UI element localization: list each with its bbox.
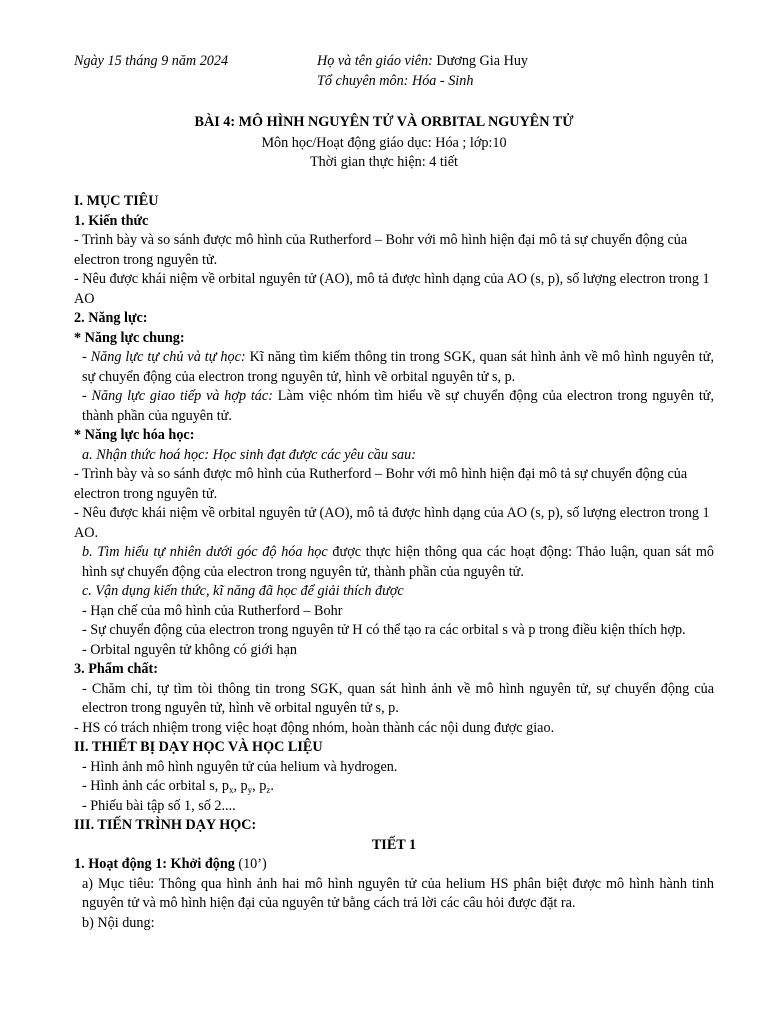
activity-1-heading xyxy=(74,855,714,875)
knowledge-item-2: - Nêu được khái niệm về orbital nguyên tử (AO), mô tả được hình dạng của AO (s, p), số lượng electron trong 1 AO xyxy=(74,271,710,307)
subscript-y: y xyxy=(247,785,253,795)
general-competence-2-label: - Năng lực giao tiếp và hợp tác: xyxy=(82,388,273,404)
lesson-duration: Thời gian thực hiện: 4 tiết xyxy=(310,154,458,170)
date-line: Ngày 15 tháng 9 năm 2024 xyxy=(74,53,229,69)
lesson-subject: Môn học/Hoạt động giáo dục: Hóa ; lớp:10 xyxy=(261,134,507,151)
awareness-item-1: - Trình bày và so sánh được mô hình của Rutherford – Bohr với mô hình hiện đại mô tả sự chuyển động của electron trong nguyên tử. xyxy=(74,466,688,502)
equipment-item-2 xyxy=(74,777,714,797)
equipment-item-2-end: . xyxy=(270,778,274,794)
equipment-item-2-sep2: , p xyxy=(252,778,267,794)
quality-heading: 3. Phẩm chất: xyxy=(74,661,158,677)
period-heading: TIẾT 1 xyxy=(371,836,417,853)
department-line: Tổ chuyên môn: Hóa - Sinh xyxy=(317,73,474,89)
activity-1-time: (10’) xyxy=(234,856,267,872)
nature-exploration-text: được thực hiện thông qua các hoạt động: Thảo luận, quan sát mô hình sự chuyển động của electron trong nguyên tử, thành phần của nguyên tử. xyxy=(82,544,714,580)
equipment-item-3: - Phiếu bài tập số 1, số 2.... xyxy=(82,797,236,814)
application-item-2: - Sự chuyển động của electron trong nguyên tử H có thể tạo ra các orbital s và p trong điều kiện thích hợp. xyxy=(82,622,686,638)
general-competence-1 xyxy=(74,348,714,387)
subscript-z: z xyxy=(266,785,271,795)
header-right xyxy=(317,52,528,92)
header-left xyxy=(74,52,228,72)
section-objectives-heading: I. MỤC TIÊU xyxy=(74,193,159,209)
knowledge-item-1: - Trình bày và so sánh được mô hình của Rutherford – Bohr với mô hình hiện đại mô tả sự chuyển động của electron trong nguyên tử. xyxy=(74,232,688,268)
application-item-3: - Orbital nguyên tử không có giới hạn xyxy=(82,641,297,658)
general-competence-1-text: Kĩ năng tìm kiếm thông tin trong SGK, quan sát hình ảnh về mô hình nguyên tử, sự chuyển động của electron trong nguyên tử, hình vẽ orbital nguyên tử s, p. xyxy=(82,349,714,385)
general-competence-2-text: Làm việc nhóm tìm hiểu về sự chuyển động của electron trong nguyên tử, thành phần của nguyên tử. xyxy=(82,388,714,424)
general-competence-1-label: - Năng lực tự chủ và tự học: xyxy=(82,349,246,365)
section-equipment-heading: II. THIẾT BỊ DẠY HỌC VÀ HỌC LIỆU xyxy=(74,739,323,755)
teacher-label: Họ và tên giáo viên: xyxy=(317,53,433,69)
application-line: c. Vận dụng kiến thức, kĩ năng đã học để giải thích được xyxy=(82,583,404,599)
application-item-1: - Hạn chế của mô hình của Rutherford – Bohr xyxy=(82,602,343,619)
subscript-x: x xyxy=(228,785,234,795)
teacher-name: Dương Gia Huy xyxy=(432,53,529,69)
competence-heading: 2. Năng lực: xyxy=(74,310,148,326)
document-body xyxy=(74,192,714,933)
chemistry-awareness-line: a. Nhận thức hoá học: Học sinh đạt được các yêu cầu sau: xyxy=(82,446,416,463)
equipment-item-2-prefix: - Hình ảnh các orbital s, p xyxy=(82,778,229,794)
lesson-title: BÀI 4: MÔ HÌNH NGUYÊN TỬ VÀ ORBITAL NGUYÊN TỬ xyxy=(194,114,574,130)
activity-1-objective: a) Mục tiêu: Thông qua hình ảnh hai mô hình nguyên tử của helium HS phân biệt được mô hình hành tinh nguyên tử và mô hình hiện đại của nguyên tử bằng cách trả lời các câu hỏi được đặt ra. xyxy=(82,875,714,911)
knowledge-heading: 1. Kiến thức xyxy=(74,212,149,229)
awareness-item-2: - Nêu được khái niệm về orbital nguyên tử (AO), mô tả được hình dạng của AO (s, p), số lượng electron trong 1 AO. xyxy=(74,505,710,541)
nature-exploration-label: b. Tìm hiểu tự nhiên dưới góc độ hóa học xyxy=(82,544,328,560)
general-competence-heading: * Năng lực chung: xyxy=(74,329,185,346)
equipment-item-1: - Hình ảnh mô hình nguyên tử của helium và hydrogen. xyxy=(82,758,398,775)
nature-exploration xyxy=(74,543,714,582)
equipment-item-2-sep1: , p xyxy=(233,778,248,794)
quality-item-1: - Chăm chỉ, tự tìm tòi thông tin trong SGK, quan sát hình ảnh về mô hình nguyên tử, sự chuyển động của electron trong nguyên tử, hình vẽ orbital nguyên tử s, p. xyxy=(82,680,714,716)
activity-1-content: b) Nội dung: xyxy=(82,914,155,931)
teacher-line xyxy=(317,52,528,72)
general-competence-2 xyxy=(74,387,714,426)
quality-item-2: - HS có trách nhiệm trong việc hoạt động nhóm, hoàn thành các nội dung được giao. xyxy=(74,719,555,736)
section-process-heading: III. TIẾN TRÌNH DẠY HỌC: xyxy=(74,817,257,833)
activity-1-label: 1. Hoạt động 1: Khởi động xyxy=(74,856,235,872)
lesson-title-block xyxy=(0,113,768,173)
chemistry-competence-heading: * Năng lực hóa học: xyxy=(74,427,195,443)
